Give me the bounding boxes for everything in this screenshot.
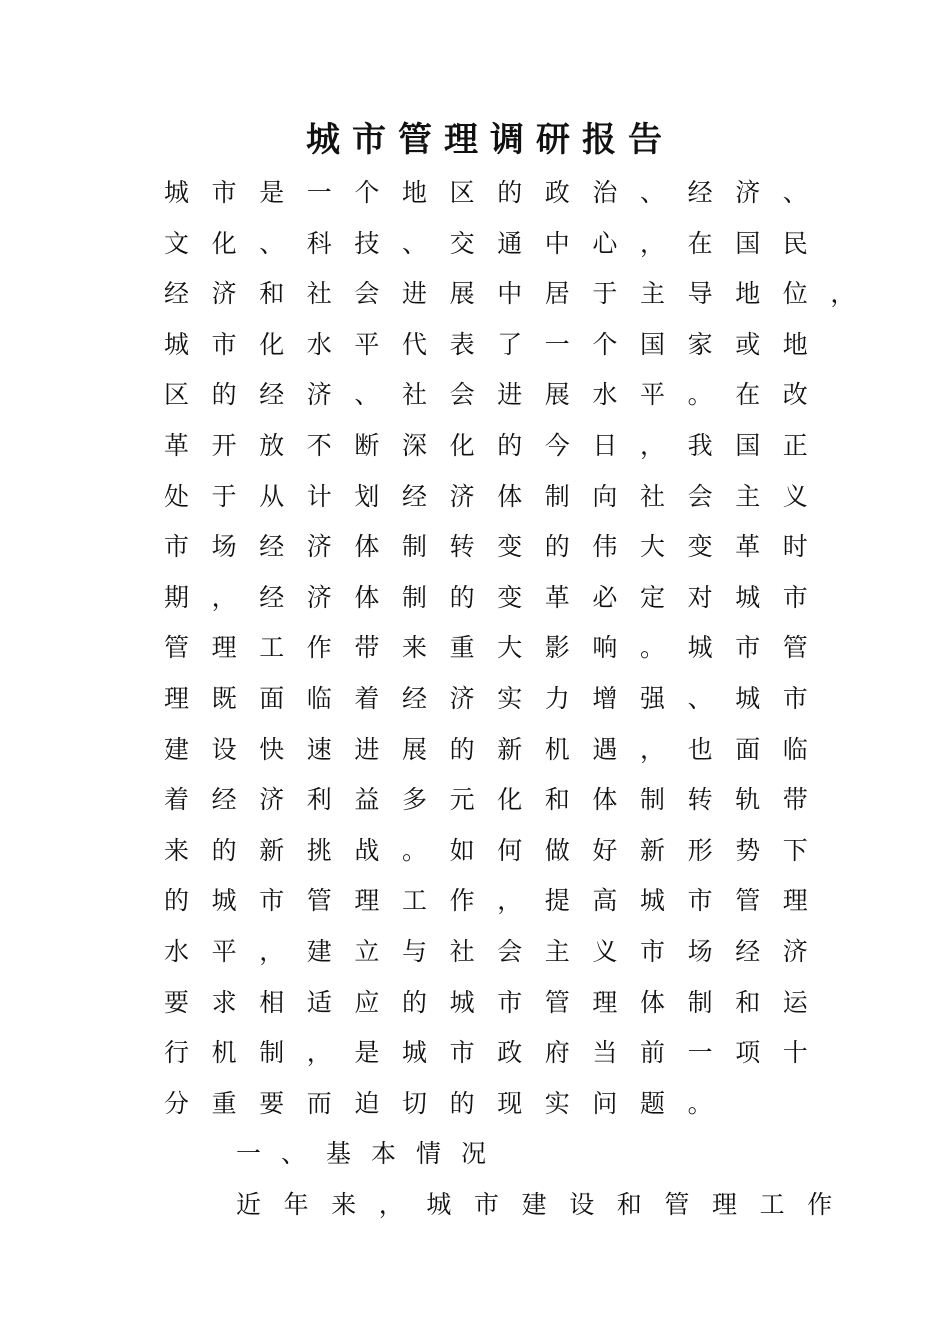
paragraph-line: 来的新挑战。如何做好新形势下 [164, 835, 831, 865]
paragraph-line: 期，经济体制的变革必定对城市 [164, 582, 831, 612]
document-body [164, 168, 879, 1230]
paragraph-line: 城市化水平代表了一个国家或地 [164, 329, 831, 359]
paragraph-line: 的城市管理工作，提高城市管理 [164, 886, 831, 916]
paragraph-line: 行机制，是城市政府当前一项十 [164, 1038, 831, 1068]
paragraph-line: 水平，建立与社会主义市场经济 [164, 936, 831, 966]
document-title: 城市管理调研报告 [306, 120, 674, 160]
paragraph-line: 市场经济体制转变的伟大变革时 [164, 532, 831, 562]
section-paragraph-line: 近年来，城市建设和管理工作 [236, 1189, 855, 1219]
paragraph-line: 管理工作带来重大影响。城市管 [164, 633, 831, 663]
paragraph-line: 要求相适应的城市管理体制和运 [164, 987, 831, 1017]
paragraph-line: 理既面临着经济实力增强、城市 [164, 683, 831, 713]
paragraph-line: 着经济利益多元化和体制转轨带 [164, 785, 831, 815]
paragraph-line: 分重要而迫切的现实问题。 [164, 1088, 736, 1118]
paragraph-line: 经济和社会进展中居于主导地位， [164, 279, 879, 309]
paragraph-line: 革开放不断深化的今日，我国正 [164, 430, 831, 460]
paragraph-line: 文化、科技、交通中心，在国民 [164, 228, 831, 258]
section-heading: 一、基本情况 [236, 1139, 507, 1169]
paragraph-line: 处于从计划经济体制向社会主义 [164, 481, 831, 511]
paragraph-line: 区的经济、社会进展水平。在改 [164, 380, 831, 410]
paragraph-line: 城市是一个地区的政治、经济、 [164, 178, 831, 207]
paragraph-line: 建设快速进展的新机遇，也面临 [164, 734, 831, 764]
